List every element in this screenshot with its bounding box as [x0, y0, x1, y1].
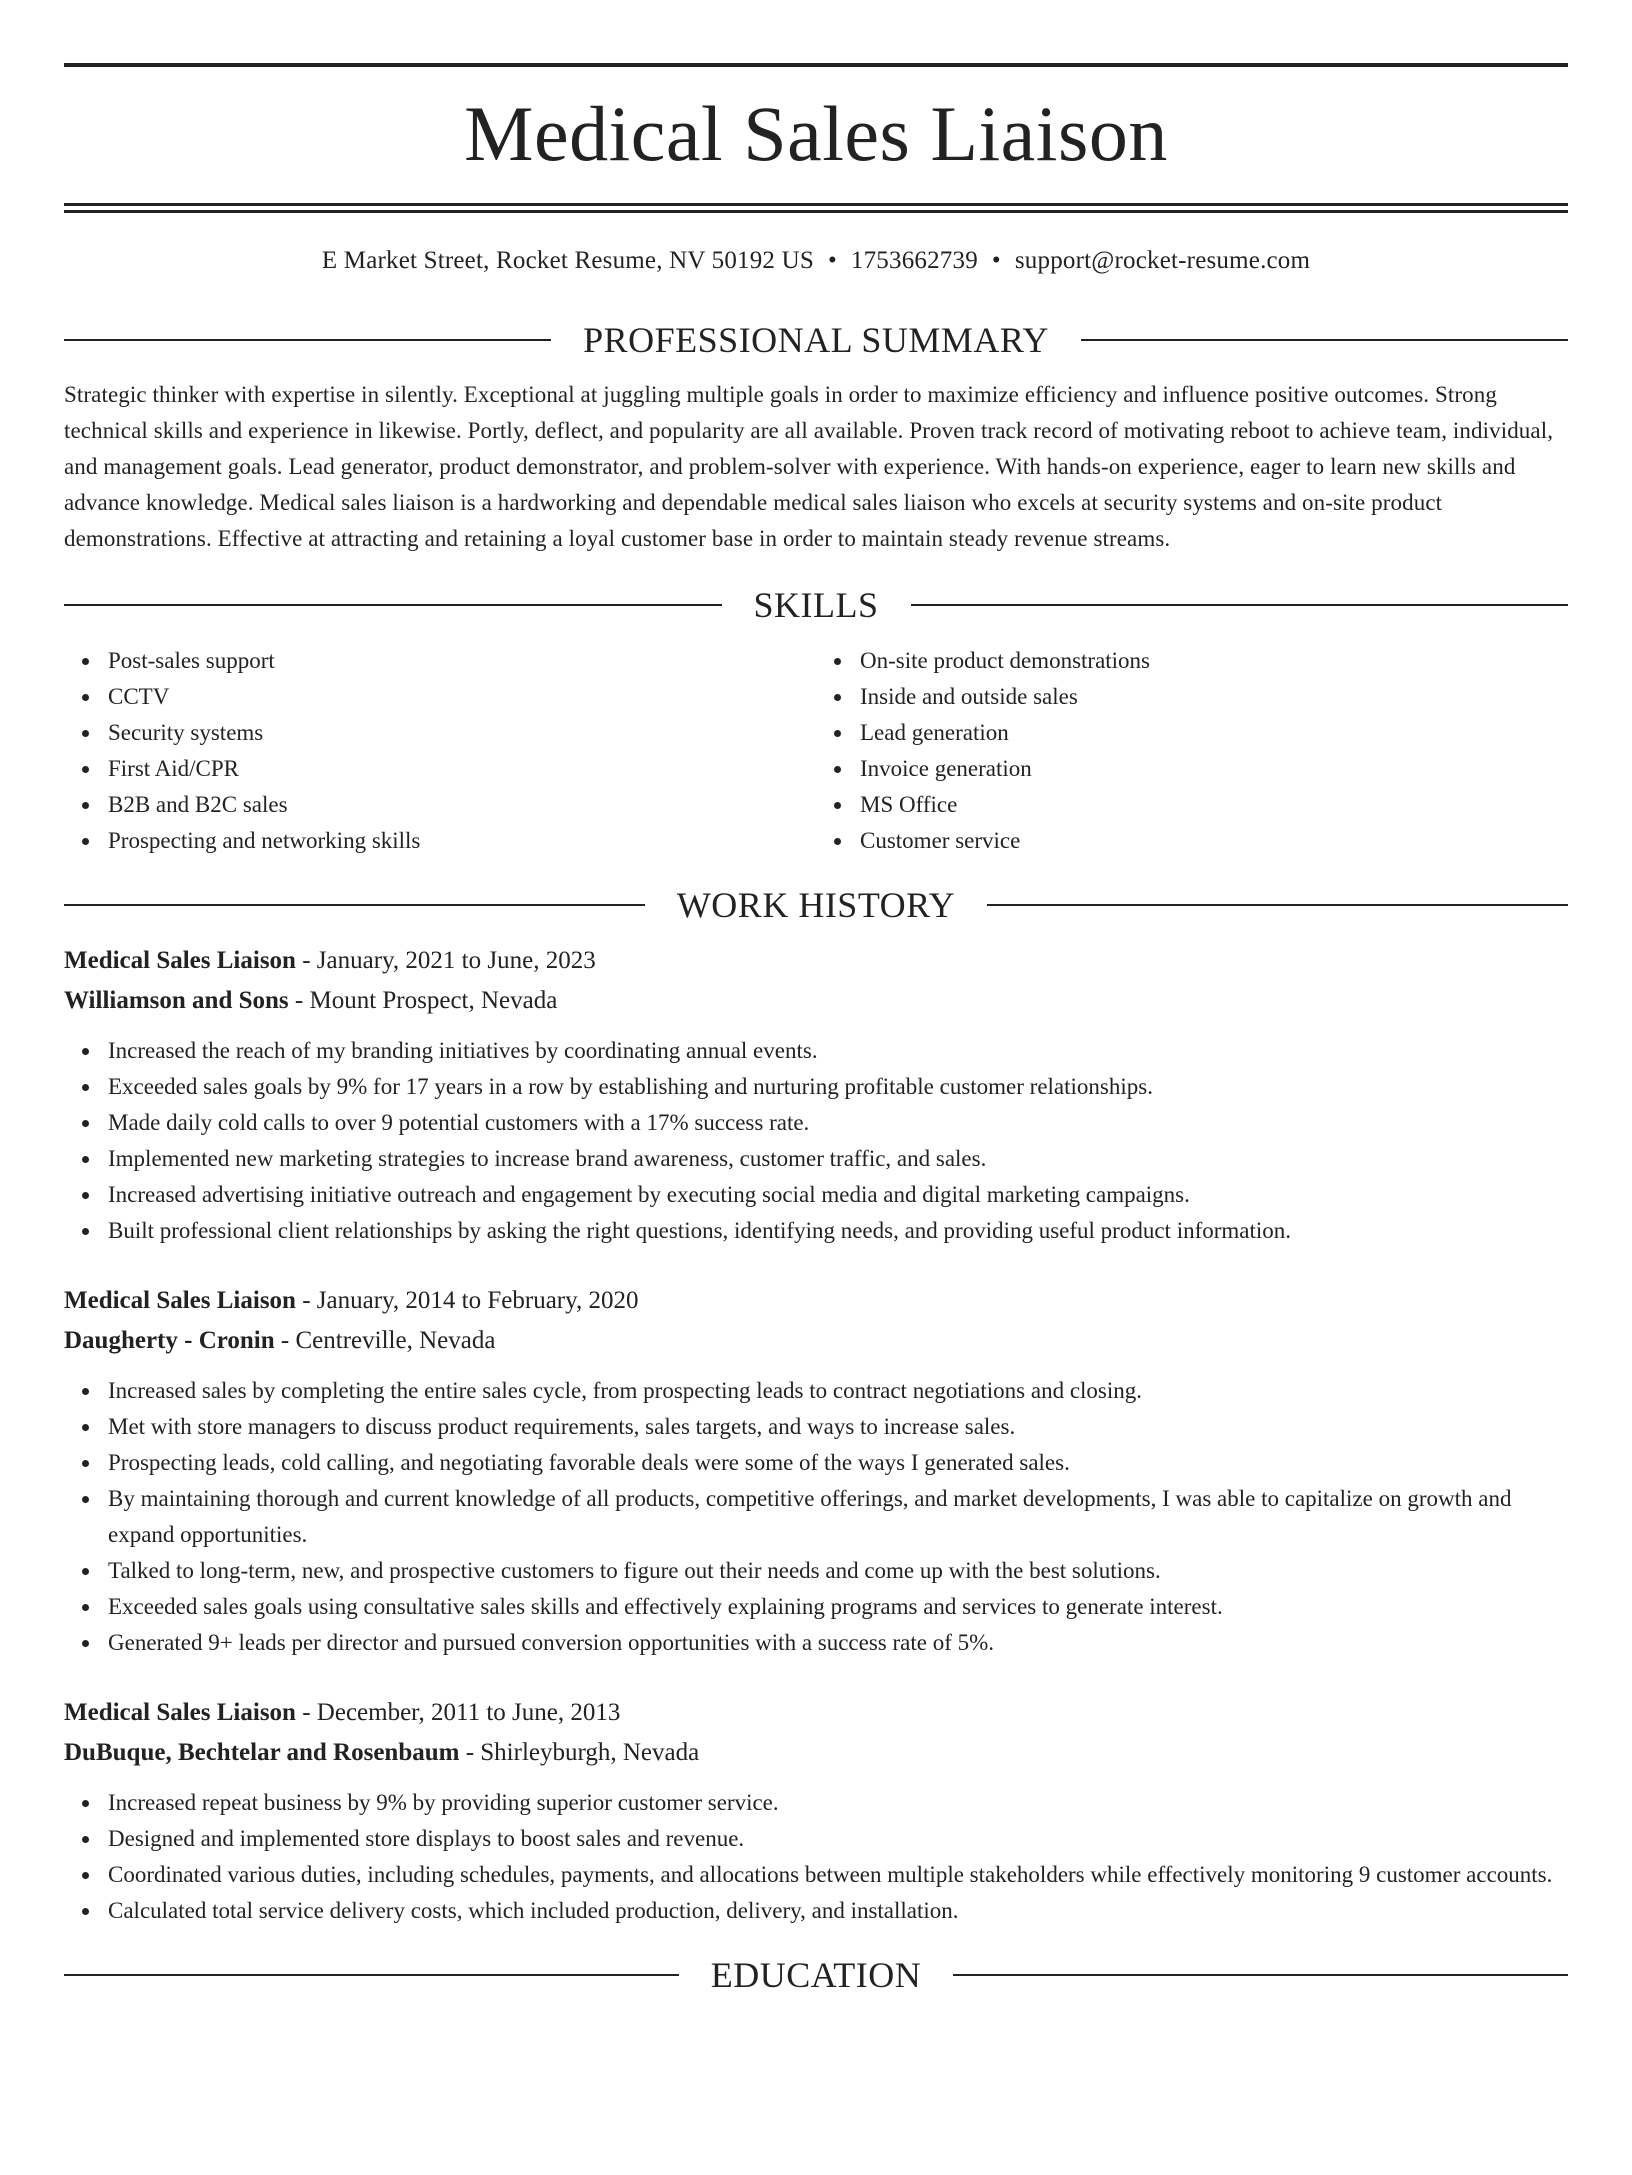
job-company-line	[64, 1733, 1568, 1773]
job-location: - Centreville, Nevada	[274, 1327, 496, 1354]
skill-item: Lead generation	[860, 715, 1568, 751]
job-bullet: Increased the reach of my branding initiatives by coordinating annual events.	[108, 1033, 1568, 1069]
resume-title: Medical Sales Liaison	[464, 90, 1168, 177]
job-bullet: Talked to long-term, new, and prospective customers to figure out their needs and come up with the best solutions.	[108, 1553, 1568, 1589]
job-bullet: By maintaining thorough and current knowledge of all products, competitive offerings, and market developments, I was able to capitalize on growth and expand opportunities.	[108, 1481, 1568, 1553]
skills-list-right	[816, 643, 1568, 859]
heading-rule-right	[953, 1974, 1568, 1976]
summary-text: Strategic thinker with expertise in silently. Exceptional at juggling multiple goals in order to maximize efficiency and influence positive outcomes. Strong technical skills and experience in likewise. Portly, deflect, and popularity are all available. Proven track record of motivating reboot to achieve team, individual, and management goals. Lead generator, product demonstrator, and problem-solver with experience. With hands-on experience, eager to learn new skills and advance knowledge. Medical sales liaison is a hardworking and dependable medical sales liaison who excels at security systems and on-site product demonstrations. Effective at attracting and retaining a loyal customer base in order to maintain steady revenue streams.	[64, 382, 1554, 551]
skill-item: Security systems	[108, 715, 816, 751]
job-location: - Shirleyburgh, Nevada	[459, 1739, 700, 1766]
contact-email: support@rocket-resume.com	[1014, 247, 1311, 274]
job-bullet: Increased advertising initiative outreach and engagement by executing social media and digital marketing campaigns.	[108, 1177, 1568, 1213]
heading-rule-right	[987, 904, 1568, 906]
job-bullet: Increased sales by completing the entire sales cycle, from prospecting leads to contract negotiations and closing.	[108, 1373, 1568, 1409]
skill-item: B2B and B2C sales	[108, 787, 816, 823]
work-history-heading	[64, 885, 1568, 925]
job-entry	[64, 941, 1568, 1249]
contact-separator: •	[827, 247, 837, 274]
skill-item: Post-sales support	[108, 643, 816, 679]
skill-item: CCTV	[108, 679, 816, 715]
skill-item: Inside and outside sales	[860, 679, 1568, 715]
job-dates: - January, 2014 to February, 2020	[295, 1287, 639, 1314]
job-company-line	[64, 981, 1568, 1021]
job-bullet: Coordinated various duties, including schedules, payments, and allocations between multiple stakeholders while effectively monitoring 9 customer accounts.	[108, 1857, 1568, 1893]
job-title: Medical Sales Liaison	[64, 1287, 296, 1314]
education-heading-label: EDUCATION	[710, 1955, 922, 1995]
skills-heading	[64, 585, 1568, 625]
job-dates: - January, 2021 to June, 2023	[295, 947, 596, 974]
job-title: Medical Sales Liaison	[64, 947, 296, 974]
skill-item: Invoice generation	[860, 751, 1568, 787]
heading-rule-left	[64, 339, 551, 341]
job-dates: - December, 2011 to June, 2013	[295, 1699, 621, 1726]
heading-rule-left	[64, 1974, 679, 1976]
skills-list-left	[64, 643, 816, 859]
job-bullet: Made daily cold calls to over 9 potential customers with a 17% success rate.	[108, 1105, 1568, 1141]
heading-rule-right	[911, 604, 1569, 606]
job-location: - Mount Prospect, Nevada	[288, 987, 558, 1014]
skills-heading-label: SKILLS	[753, 585, 879, 625]
skill-item: MS Office	[860, 787, 1568, 823]
job-bullet: Generated 9+ leads per director and pursued conversion opportunities with a success rate of 5%.	[108, 1625, 1568, 1661]
heading-rule-left	[64, 604, 722, 606]
job-title-line	[64, 941, 1568, 981]
contact-phone: 1753662739	[850, 247, 978, 274]
job-bullet: Designed and implemented store displays to boost sales and revenue.	[108, 1821, 1568, 1857]
heading-rule-left	[64, 904, 645, 906]
skill-item: First Aid/CPR	[108, 751, 816, 787]
job-bullet: Met with store managers to discuss product requirements, sales targets, and ways to increase sales.	[108, 1409, 1568, 1445]
top-rule	[64, 63, 1568, 67]
skill-item: Prospecting and networking skills	[108, 823, 816, 859]
job-company: Williamson and Sons	[64, 987, 289, 1014]
heading-rule-right	[1081, 339, 1568, 341]
job-entry	[64, 1281, 1568, 1661]
job-bullets	[64, 1373, 1568, 1661]
job-bullets	[64, 1033, 1568, 1249]
job-bullet: Calculated total service delivery costs, which included production, delivery, and installation.	[108, 1893, 1568, 1929]
job-bullets	[64, 1785, 1568, 1929]
job-bullet: Prospecting leads, cold calling, and negotiating favorable deals were some of the ways I generated sales.	[108, 1445, 1568, 1481]
job-entry	[64, 1693, 1568, 1929]
job-company: Daugherty - Cronin	[64, 1327, 275, 1354]
contact-address: E Market Street, Rocket Resume, NV 50192 US	[321, 247, 814, 274]
job-company-line	[64, 1321, 1568, 1361]
skill-item: On-site product demonstrations	[860, 643, 1568, 679]
job-bullet: Exceeded sales goals using consultative sales skills and effectively explaining programs and services to generate interest.	[108, 1589, 1568, 1625]
skill-item: Customer service	[860, 823, 1568, 859]
title-double-rule	[64, 203, 1568, 213]
job-bullet: Increased repeat business by 9% by providing superior customer service.	[108, 1785, 1568, 1821]
summary-heading	[64, 320, 1568, 360]
contact-separator: •	[991, 247, 1001, 274]
job-company: DuBuque, Bechtelar and Rosenbaum	[64, 1739, 460, 1766]
job-title-line	[64, 1693, 1568, 1733]
job-bullet: Exceeded sales goals by 9% for 17 years in a row by establishing and nurturing profitable customer relationships.	[108, 1069, 1568, 1105]
job-bullet: Implemented new marketing strategies to increase brand awareness, customer traffic, and sales.	[108, 1141, 1568, 1177]
job-title-line	[64, 1281, 1568, 1321]
resume-page	[0, 63, 1632, 2175]
contact-line	[64, 246, 1568, 276]
summary-heading-label: PROFESSIONAL SUMMARY	[583, 320, 1049, 360]
job-title: Medical Sales Liaison	[64, 1699, 296, 1726]
work-history-heading-label: WORK HISTORY	[676, 885, 956, 925]
job-bullet: Built professional client relationships by asking the right questions, identifying needs, and providing useful product information.	[108, 1213, 1568, 1249]
education-heading	[64, 1955, 1568, 1995]
skills-columns	[64, 643, 1568, 859]
